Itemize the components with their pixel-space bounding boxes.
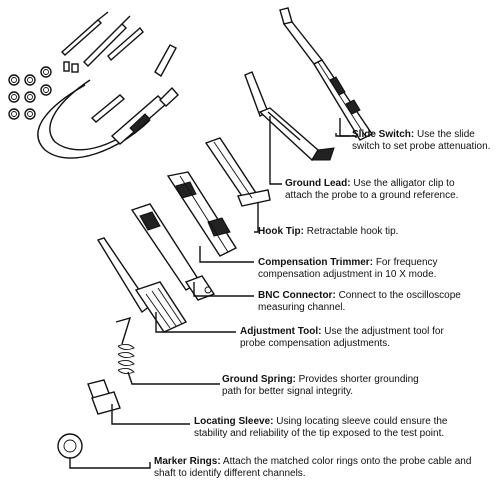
- callout-ground-lead: [285, 178, 465, 202]
- callout-slide-switch: [352, 129, 498, 153]
- callout-title: Ground Lead:: [285, 178, 351, 189]
- compensation-trimmer-drawing: [168, 172, 236, 256]
- callout-hook-tip: [258, 226, 458, 238]
- callout-description: Provides shorter grounding path for better signal integrity.: [222, 374, 419, 397]
- callout-description: Use the alligator clip to attach the probe to a ground reference.: [285, 178, 459, 201]
- callout-title: Hook Tip:: [258, 226, 304, 237]
- callout-description: Use the slide switch to set probe attenuation.: [352, 129, 491, 152]
- callout-description: For frequency compensation adjustment in 10 X mode.: [258, 257, 438, 280]
- callout-title: Compensation Trimmer:: [258, 257, 374, 268]
- ground-spring-drawing: [116, 318, 134, 374]
- callout-compensation-trimmer: [258, 257, 458, 281]
- callout-title: BNC Connector:: [258, 290, 336, 301]
- probe-kit-overview: [9, 12, 178, 158]
- ground-lead-drawing: [245, 72, 334, 160]
- callout-adjustment-tool: [240, 326, 460, 350]
- callout-description: Retractable hook tip.: [306, 226, 399, 237]
- callout-bnc-connector: [258, 290, 470, 314]
- callout-title: Adjustment Tool:: [240, 326, 322, 337]
- callout-marker-rings: [154, 456, 474, 480]
- marker-ring-drawing: [58, 434, 82, 458]
- callout-title: Slide Switch:: [352, 129, 415, 140]
- marker-rings-set: [9, 67, 51, 119]
- callout-description: Attach the matched color rings onto the probe cable and shaft to identify different channels.: [154, 456, 472, 479]
- callout-ground-spring: [222, 374, 434, 398]
- callout-title: Locating Sleeve:: [194, 416, 274, 427]
- probe-body-drawing: [280, 8, 372, 140]
- locating-sleeve-drawing: [88, 380, 120, 414]
- callout-locating-sleeve: [194, 416, 464, 440]
- callout-title: Ground Spring:: [222, 374, 296, 385]
- hook-tip-drawing: [206, 138, 270, 206]
- callout-title: Marker Rings:: [154, 456, 221, 467]
- callout-description: Using locating sleeve could ensure the stability and reliability of the tip exposed to the test point.: [194, 416, 448, 439]
- callout-description: Connect to the oscilloscope measuring channel.: [258, 290, 461, 313]
- callout-description: Use the adjustment tool for probe compensation adjustments.: [240, 326, 444, 349]
